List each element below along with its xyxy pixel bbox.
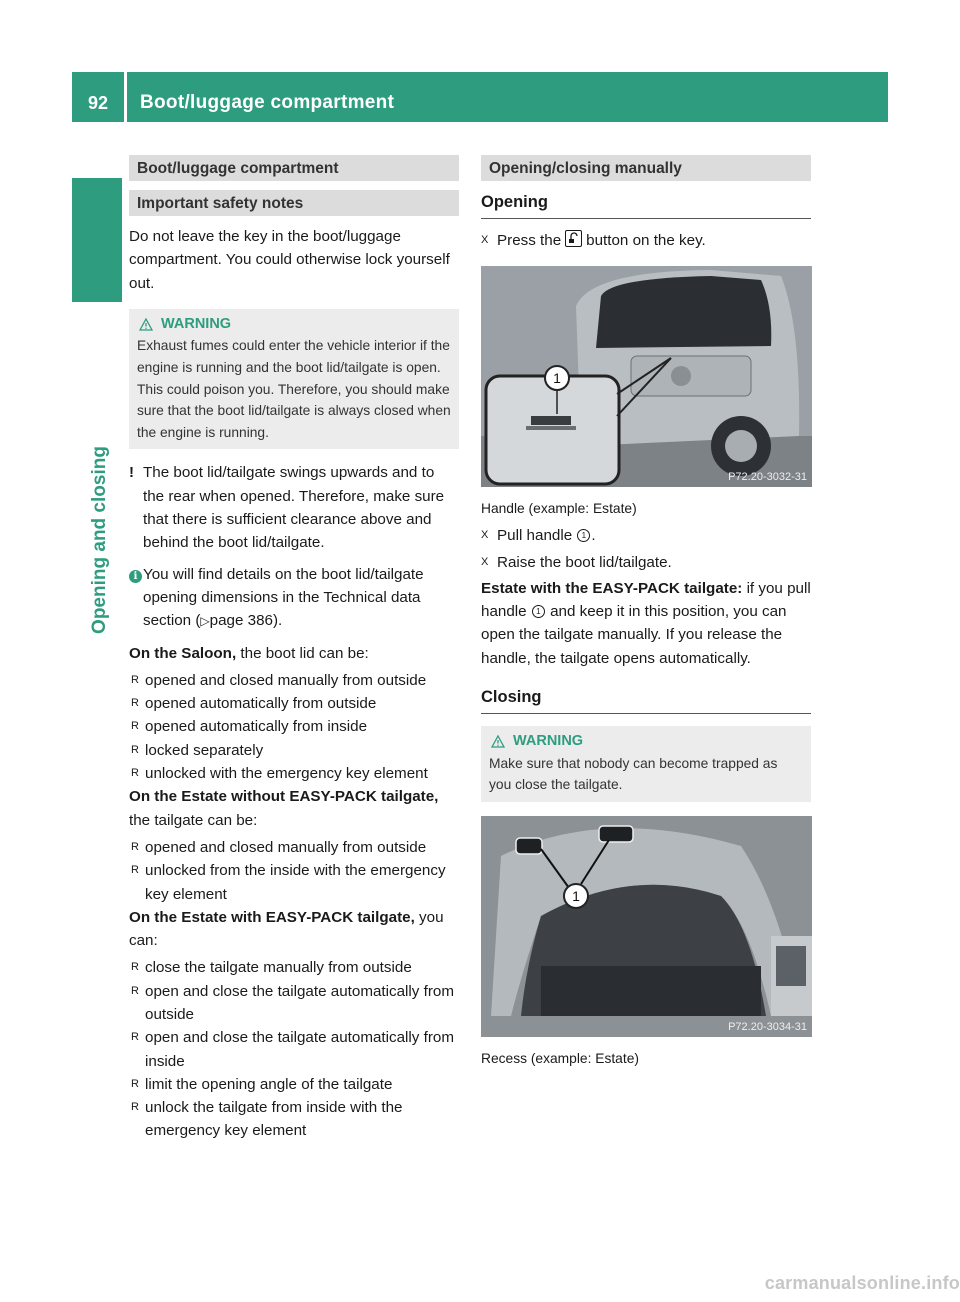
list-item-text: close the tailgate manually from outside	[145, 959, 412, 977]
list-item	[129, 980, 459, 1027]
list-item-text: opened and closed manually from outside	[145, 671, 427, 689]
figure2-caption: Recess (example: Estate)	[481, 1050, 639, 1066]
bullet-icon: R	[131, 864, 139, 877]
recess-illustration	[481, 816, 812, 1037]
warning-text: Exhaust fumes could enter the vehicle interior if the engine is running and the boot lid/tailgate is open. This could poison you. Therefore, you should make sure that the boot lid/tailgate is always closed when the engine is running.	[137, 338, 451, 440]
saloon-list	[129, 669, 459, 785]
left-column	[129, 155, 459, 1143]
subsection-title: Important safety notes	[129, 190, 459, 216]
list-item-text: unlocked from the inside with the emergency key element	[145, 862, 446, 903]
info-icon: i	[129, 570, 142, 583]
estate-with-list	[129, 956, 459, 1142]
section-title-right: Opening/closing manually	[481, 155, 811, 181]
handle-illustration	[481, 266, 812, 487]
side-tab-label: Opening and closing	[89, 446, 110, 634]
figure1-callout: 1	[553, 370, 561, 387]
section-title: Boot/luggage compartment	[129, 155, 459, 181]
list-item-text: locked separately	[145, 741, 264, 759]
warning-title: WARNING	[513, 733, 584, 750]
page-number: 92	[87, 93, 109, 113]
warning-header	[489, 731, 803, 753]
caution-icon: !	[129, 464, 134, 482]
callout-1-icon: 1	[577, 529, 590, 542]
figure1-caption: Handle (example: Estate)	[481, 501, 637, 517]
easy-pack-note: Estate with the EASY-PACK tailgate: if you pull handle 1 and keep it in this position, you can open the tailgate manually. If you release the handle, the tailgate opens automatically.	[481, 579, 811, 667]
warning-box	[129, 309, 459, 450]
list-item	[129, 762, 459, 785]
bullet-icon: R	[131, 743, 139, 756]
step-pull-handle: X Pull handle 1 .	[481, 524, 811, 547]
closing-heading: Closing	[481, 688, 811, 714]
list-item	[129, 1073, 459, 1096]
bullet-icon: R	[131, 961, 139, 974]
right-column	[481, 155, 811, 1069]
warning-triangle-icon	[491, 735, 505, 748]
info-text: You will find details on the boot lid/tailgate opening dimensions in the Technical data section (▷page 386).	[143, 565, 424, 630]
list-item	[129, 1096, 459, 1143]
bullet-icon: R	[131, 697, 139, 710]
estate-without-list	[129, 836, 459, 906]
list-item-text: unlock the tailgate from inside with the emergency key element	[145, 1099, 403, 1140]
list-item	[129, 669, 459, 692]
estate-with-heading: On the Estate with EASY-PACK tailgate, you can:	[129, 908, 444, 950]
bullet-icon: R	[131, 1077, 139, 1090]
step-arrow-icon: X	[481, 555, 489, 568]
bullet-icon: R	[131, 984, 139, 997]
recess-figure	[481, 816, 812, 1037]
list-item	[129, 836, 459, 859]
estate-without-heading: On the Estate without EASY-PACK tailgate, the tailgate can be:	[129, 788, 439, 829]
bullet-icon: R	[131, 1031, 139, 1044]
saloon-heading: On the Saloon, the boot lid can be:	[129, 644, 369, 662]
list-item-text: unlocked with the emergency key element	[145, 765, 428, 783]
bullet-icon: R	[131, 767, 139, 780]
handle-figure	[481, 266, 812, 487]
bullet-icon: R	[131, 840, 139, 853]
bullet-icon: R	[131, 673, 139, 686]
closing-warning-box	[481, 726, 811, 802]
list-item	[129, 692, 459, 715]
step-raise-tailgate: X Raise the boot lid/tailgate.	[481, 551, 811, 574]
page-ref-arrow-icon: ▷	[200, 614, 210, 629]
page-title: Boot/luggage compartment	[140, 92, 395, 113]
warning-triangle-icon	[139, 318, 153, 331]
step-arrow-icon: X	[481, 529, 489, 542]
warning-header	[137, 314, 451, 336]
step-arrow-icon: X	[481, 234, 489, 246]
figure1-code: P72.20-3032-31	[728, 471, 807, 484]
figure2-callout: 1	[572, 887, 580, 904]
list-item	[129, 956, 459, 979]
list-item-text: opened automatically from outside	[145, 695, 377, 713]
list-item-text: opened automatically from inside	[145, 718, 368, 736]
caution-note	[129, 461, 459, 554]
opening-heading: Opening	[481, 193, 811, 219]
list-item-text: limit the opening angle of the tailgate	[145, 1075, 393, 1093]
bullet-icon: R	[131, 720, 139, 733]
header-divider	[124, 72, 127, 122]
bullet-icon: R	[131, 1101, 139, 1114]
list-item-text: opened and closed manually from outside	[145, 838, 427, 856]
info-note	[129, 563, 459, 634]
list-item	[129, 859, 459, 906]
intro-text: Do not leave the key in the boot/luggage compartment. You could otherwise lock yourself out.	[129, 228, 450, 292]
figure2-code: P72.20-3034-31	[728, 1020, 807, 1033]
step-press-button: X Press the button on the key.	[481, 229, 811, 252]
list-item	[129, 715, 459, 738]
unlock-key-icon	[565, 230, 582, 247]
list-item	[129, 1026, 459, 1073]
warning-title: WARNING	[161, 315, 232, 332]
side-tab-block	[72, 178, 122, 302]
list-item-text: open and close the tailgate automatically from inside	[145, 1029, 454, 1070]
callout-1-icon: 1	[532, 605, 545, 618]
watermark: carmanualsonline.info	[764, 1273, 960, 1293]
caution-text: The boot lid/tailgate swings upwards and to the rear when opened. Therefore, make sure that there is sufficient clearance above and behind the boot lid/tailgate.	[143, 464, 445, 552]
warning-text: Make sure that nobody can become trapped as you close the tailgate.	[489, 755, 778, 793]
page-ref-link[interactable]: page 386	[209, 612, 273, 630]
list-item-text: open and close the tailgate automatically from outside	[145, 982, 454, 1023]
list-item	[129, 739, 459, 762]
